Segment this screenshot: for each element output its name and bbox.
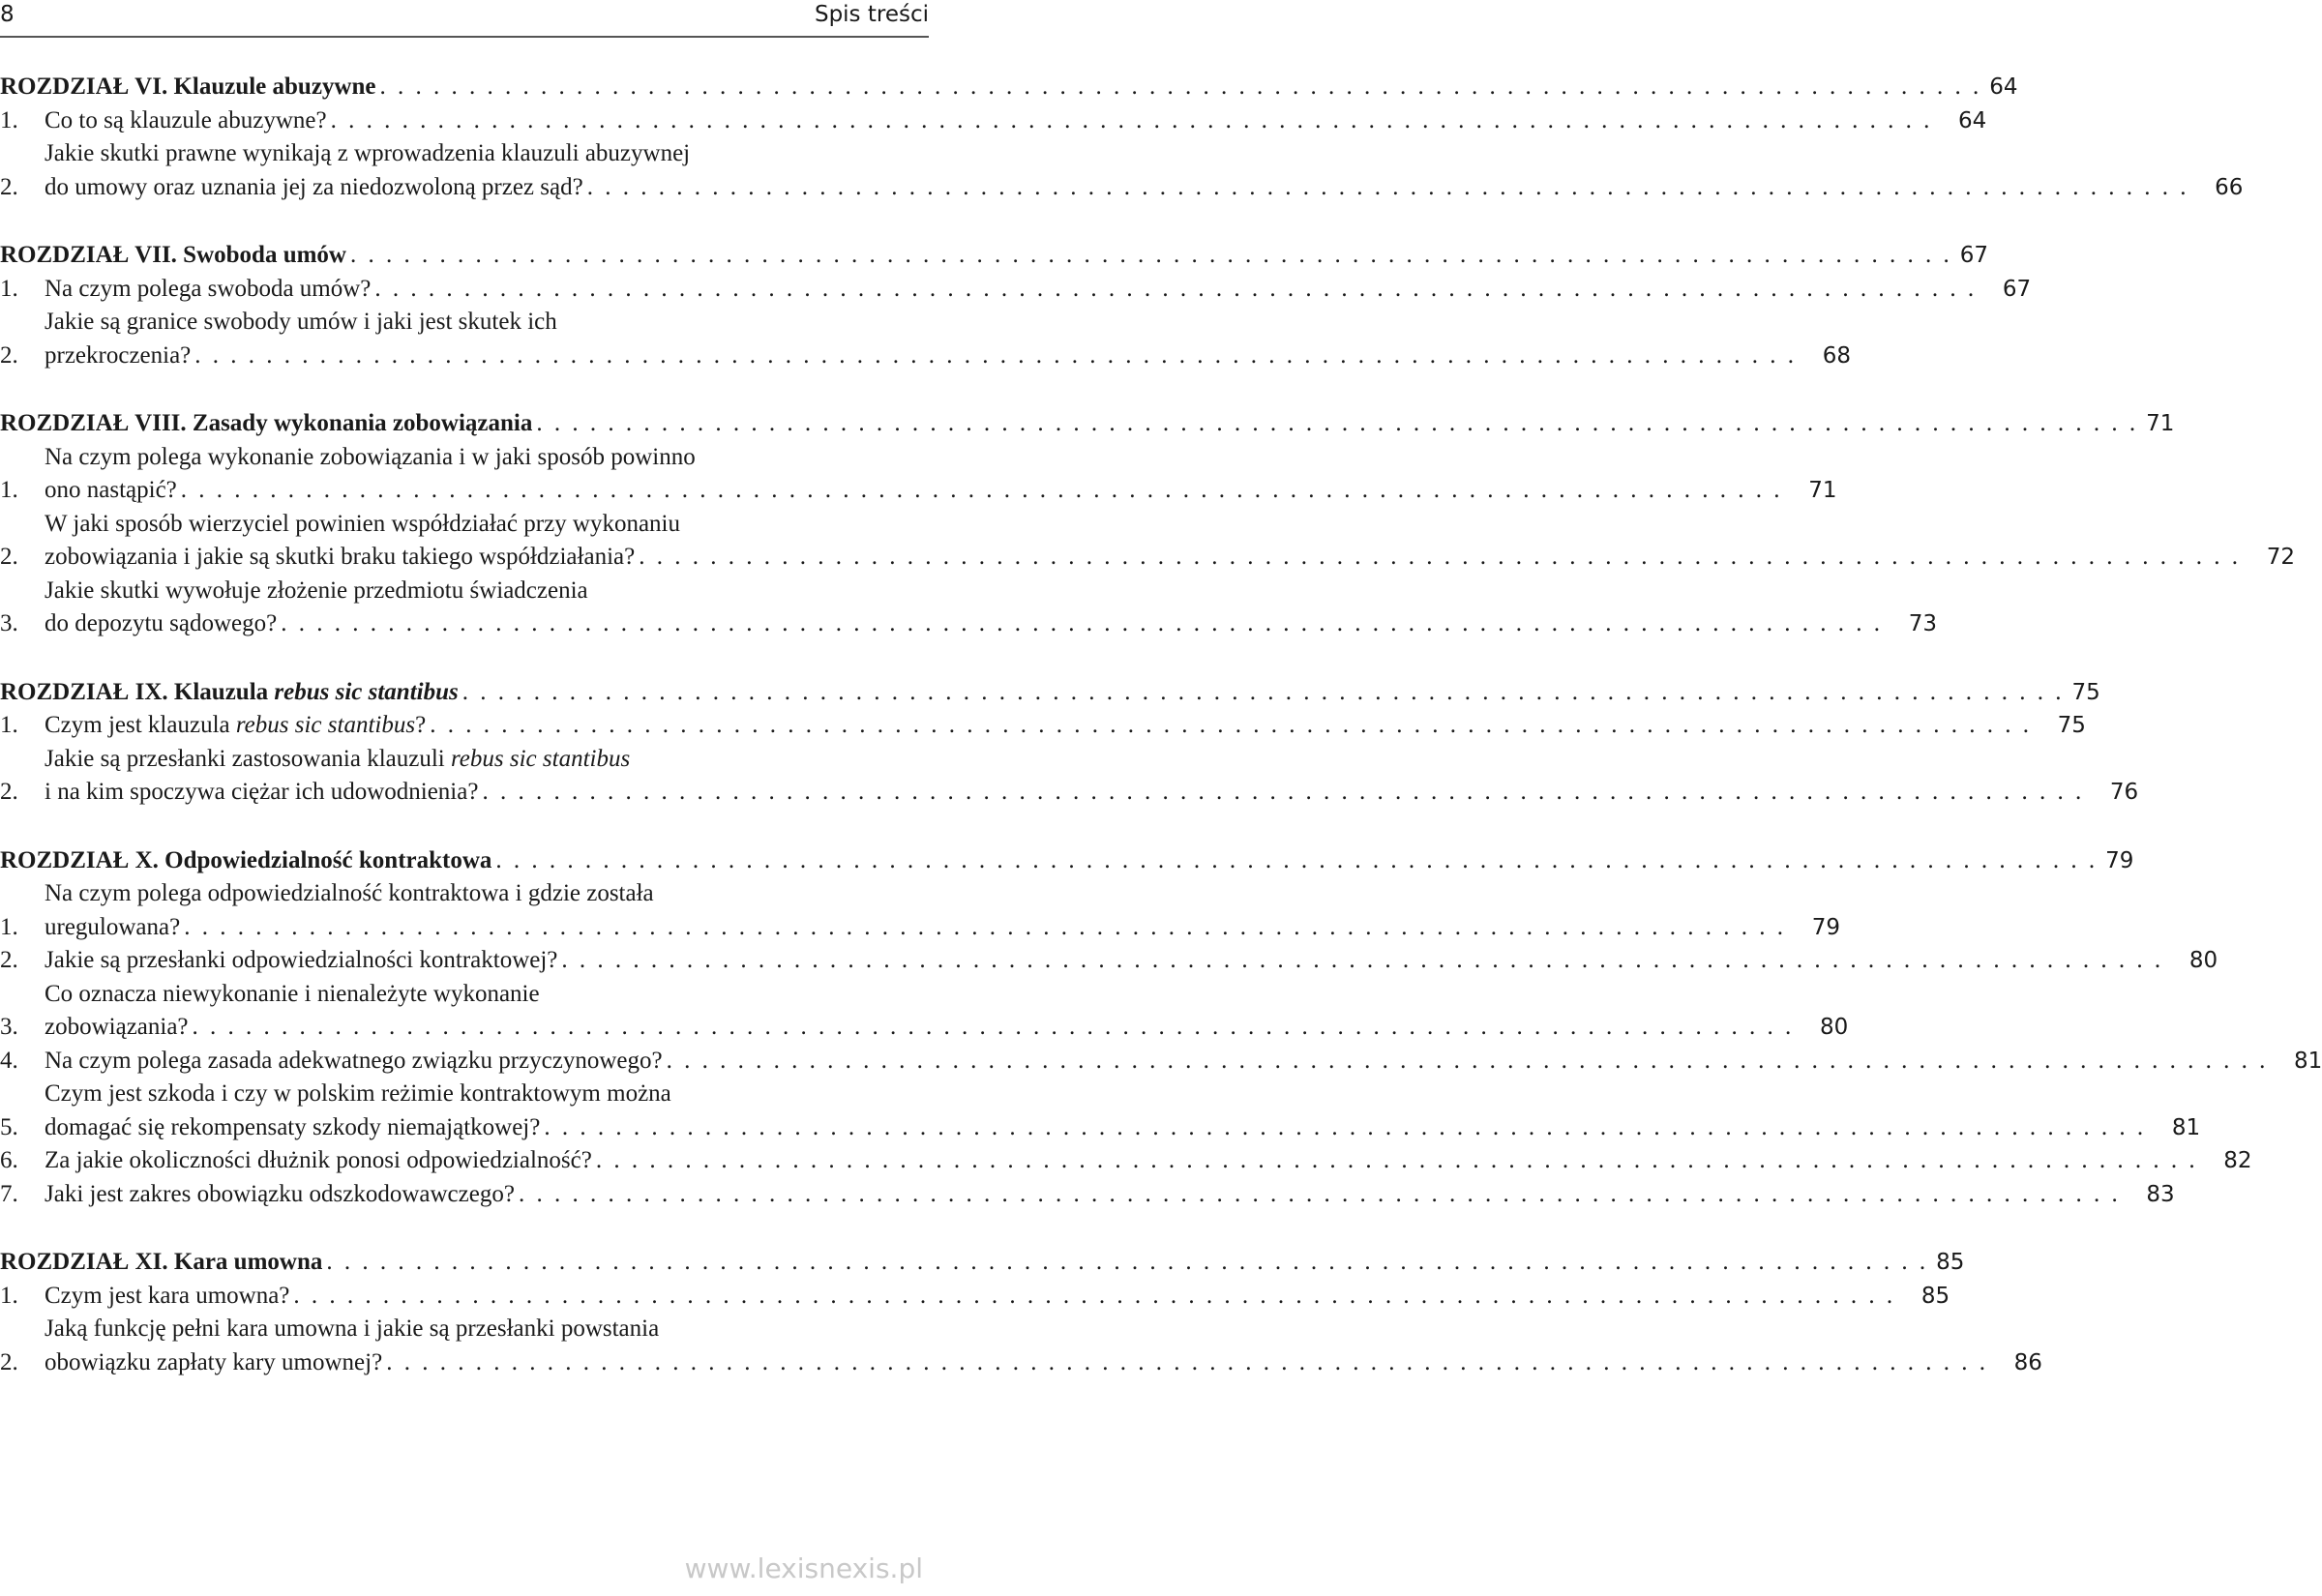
item-line [45, 1011, 1848, 1045]
item-line [45, 273, 2031, 307]
item-number: 2. [0, 947, 18, 973]
item-line [45, 171, 2243, 205]
dot-leader [635, 541, 2248, 575]
toc-item[interactable] [0, 1178, 2175, 1212]
item-number: 7. [0, 1180, 18, 1207]
page-ref: 67 [2002, 276, 2032, 302]
item-line-text: przekroczenia? [45, 341, 192, 369]
item-text [23, 1045, 2322, 1079]
item-number: 1. [0, 913, 18, 940]
item-line [45, 1111, 2200, 1145]
dot-leader [189, 1011, 1802, 1045]
dot-leader [376, 71, 1990, 104]
item-line-text: i na kim spoczywa ciężar ich udowodnienia? [45, 779, 479, 805]
dot-leader [371, 273, 1984, 307]
toc-item[interactable] [0, 944, 2218, 978]
item-line-text: Jakie są przesłanki zastosowania klauzuli rebus sic stantibus [45, 745, 631, 772]
item-line-text: obowiązku zapłaty kary umownej? [45, 1348, 383, 1375]
dot-leader [322, 1246, 1936, 1280]
toc-item[interactable] [0, 441, 1837, 508]
toc-item[interactable] [0, 1144, 2252, 1178]
item-text [23, 1280, 1950, 1314]
dot-leader [583, 171, 2197, 205]
page-ref: 82 [2223, 1148, 2252, 1173]
item-line [45, 743, 2138, 777]
item-text [23, 877, 1840, 944]
dot-leader [277, 607, 1890, 641]
page-ref: 79 [2105, 847, 2134, 873]
page-ref: 76 [2109, 780, 2139, 805]
chapter-section [0, 844, 2322, 1212]
chapter-title: ROZDZIAŁ XI. Kara umowna [0, 1249, 323, 1275]
item-text [23, 137, 2243, 204]
page-ref: 68 [1822, 342, 1852, 369]
item-line-text: Jaki jest zakres obowiązku odszkodowawczego? [45, 1180, 515, 1207]
toc-item[interactable] [0, 575, 1937, 641]
dot-leader [191, 340, 1804, 373]
header-rule [0, 36, 929, 38]
toc-item[interactable] [0, 1078, 2201, 1144]
item-number: 1. [0, 1282, 18, 1309]
page-ref: 67 [1959, 243, 1989, 268]
item-line-text: Jakie są przesłanki odpowiedzialności kontraktowej? [45, 947, 558, 973]
toc-item[interactable] [0, 709, 2086, 743]
chapter-heading[interactable] [0, 71, 2018, 104]
item-line-text: Za jakie okoliczności dłużnik ponosi odpowiedzialność? [45, 1147, 592, 1173]
item-line [45, 1313, 2042, 1346]
item-number: 3. [0, 1014, 18, 1040]
dot-leader [346, 239, 1960, 273]
toc-item[interactable] [0, 1313, 2042, 1379]
dot-leader [327, 104, 1941, 138]
item-line-text: Czym jest szkoda i czy w polskim reżimie kontraktowym można [45, 1080, 671, 1107]
page-ref: 75 [2071, 679, 2100, 705]
dot-leader [515, 1178, 2128, 1212]
item-line-text: Na czym polega swoboda umów? [45, 275, 372, 302]
item-line [45, 1178, 2175, 1212]
item-number: 2. [0, 779, 18, 805]
item-text [23, 1313, 2042, 1379]
item-number: 1. [0, 275, 18, 302]
dot-leader [426, 709, 2039, 743]
item-line [45, 911, 1840, 945]
chapter-section [0, 1246, 2042, 1379]
dot-leader [459, 676, 2072, 710]
item-line-text: Na czym polega wykonanie zobowiązania i w jaki sposób powinno [45, 443, 696, 470]
chapter-title: ROZDZIAŁ VII. Swoboda umów [0, 242, 346, 268]
item-line [45, 776, 2138, 810]
chapter-section [0, 407, 2295, 641]
toc-item[interactable] [0, 877, 1840, 944]
item-text [23, 508, 2295, 575]
page-ref: 73 [1908, 611, 1937, 636]
item-number: 1. [0, 106, 18, 133]
item-text [23, 441, 1837, 508]
item-line [45, 1078, 2200, 1111]
page-ref: 81 [2294, 1048, 2322, 1074]
chapter-title: ROZDZIAŁ X. Odpowiedzialność kontraktowa [0, 846, 492, 873]
item-text [23, 944, 2218, 978]
item-line-text: Jakie są granice swobody umów i jaki jest skutek ich [45, 309, 557, 335]
dot-leader [180, 911, 1794, 945]
item-text [23, 306, 1851, 372]
toc-item[interactable] [0, 273, 2032, 307]
item-line [45, 1346, 2042, 1380]
item-text [23, 1178, 2175, 1212]
item-number: 1. [0, 477, 18, 503]
item-line-text: W jaki sposób wierzyciel powinien współdziałać przy wykonaniu [45, 510, 681, 537]
item-text [23, 1078, 2200, 1144]
item-line [45, 1280, 1950, 1314]
item-line-text: Jakie skutki wywołuje złożenie przedmiotu świadczenia [45, 576, 588, 604]
item-line-text: ono nastąpić? [45, 477, 177, 503]
item-line [45, 541, 2295, 575]
chapter-heading[interactable] [0, 844, 2134, 878]
item-line [45, 944, 2218, 978]
item-line [45, 1144, 2252, 1178]
page-ref: 75 [2057, 713, 2086, 738]
item-text [23, 575, 1937, 641]
item-line-text: Co to są klauzule abuzywne? [45, 106, 327, 133]
item-text [23, 273, 2031, 307]
item-line [45, 575, 1937, 608]
item-number: 6. [0, 1147, 18, 1173]
page-ref: 66 [2215, 174, 2244, 200]
chapter-heading[interactable] [0, 676, 2100, 710]
item-number: 4. [0, 1047, 18, 1074]
item-line [45, 1045, 2322, 1079]
page-ref: 72 [2266, 545, 2295, 570]
item-text [23, 978, 1848, 1045]
watermark: www.lexisnexis.pl [684, 1552, 923, 1584]
item-number: 3. [0, 610, 18, 636]
page-ref: 64 [1989, 74, 2018, 100]
item-line-text: domagać się rekompensaty szkody niemajątkowej? [45, 1113, 541, 1140]
item-line-text: zobowiązania? [45, 1014, 189, 1040]
page-ref: 71 [1808, 478, 1837, 503]
chapter-heading[interactable] [0, 407, 2175, 441]
item-line [45, 340, 1851, 373]
toc-item[interactable] [0, 978, 1849, 1045]
dot-leader [289, 1280, 1903, 1314]
item-line [45, 508, 2295, 542]
page-ref: 64 [1958, 107, 1987, 133]
page-ref: 81 [2171, 1114, 2201, 1140]
chapter-section [0, 71, 2244, 204]
toc-item[interactable] [0, 743, 2139, 810]
dot-leader [491, 844, 2105, 878]
chapter-title: ROZDZIAŁ IX. Klauzula rebus sic stantibus [0, 678, 459, 705]
item-number: 1. [0, 712, 18, 738]
item-line [45, 877, 1840, 911]
page-header [0, 0, 929, 35]
item-line-text: Czym jest klauzula rebus sic stantibus? [45, 712, 427, 738]
item-number: 2. [0, 1348, 18, 1375]
page-ref: 85 [1936, 1250, 1965, 1275]
dot-leader [177, 474, 1791, 508]
page-ref: 79 [1811, 914, 1840, 940]
page-ref: 83 [2146, 1181, 2175, 1207]
item-line [45, 441, 1837, 475]
item-line-text: uregulowana? [45, 913, 181, 940]
toc-item[interactable] [0, 508, 2295, 575]
dot-leader [592, 1144, 2206, 1178]
item-number: 2. [0, 341, 18, 369]
dot-leader [557, 944, 2171, 978]
item-line [45, 607, 1937, 641]
dot-leader [382, 1346, 1996, 1380]
item-number: 5. [0, 1113, 18, 1140]
chapter-heading[interactable] [0, 239, 1989, 273]
item-line-text: do depozytu sądowego? [45, 610, 278, 636]
dot-leader [540, 1111, 2154, 1145]
page-ref: 71 [2146, 411, 2175, 436]
item-line [45, 978, 1848, 1012]
item-line-text: Na czym polega zasada adekwatnego związku przyczynowego? [45, 1047, 663, 1074]
item-line-text: Jaką funkcję pełni kara umowna i jakie są przesłanki powstania [45, 1315, 660, 1342]
toc-item[interactable] [0, 1045, 2322, 1079]
item-line-text: Co oznacza niewykonanie i nienależyte wykonanie [45, 980, 540, 1007]
dot-leader [663, 1045, 2277, 1079]
item-text [23, 743, 2138, 810]
page-ref: 86 [2013, 1349, 2042, 1375]
dot-leader [478, 776, 2092, 810]
page-ref: 85 [1920, 1283, 1950, 1309]
item-line-text: zobowiązania i jakie są skutki braku takiego współdziałania? [45, 544, 636, 570]
toc-item[interactable] [0, 1280, 1950, 1314]
toc-item[interactable] [0, 306, 1852, 372]
chapter-section [0, 239, 2032, 372]
page-ref: 80 [1820, 1015, 1849, 1040]
toc-item[interactable] [0, 104, 1987, 138]
item-line-text: Na czym polega odpowiedzialność kontraktowa i gdzie została [45, 880, 654, 906]
page-number: 8 [0, 2, 15, 27]
item-line [45, 306, 1851, 340]
item-number: 2. [0, 173, 18, 200]
table-of-contents [0, 71, 2322, 1414]
item-line [45, 104, 1986, 138]
page-ref: 80 [2188, 948, 2218, 973]
dot-leader [532, 407, 2146, 441]
item-text [23, 1144, 2252, 1178]
item-number: 2. [0, 544, 18, 570]
item-line-text: do umowy oraz uznania jej za niedozwoloną przez sąd? [45, 173, 583, 200]
chapter-title: ROZDZIAŁ VIII. Zasady wykonania zobowiązania [0, 410, 533, 436]
item-line [45, 474, 1837, 508]
item-text [23, 709, 2086, 743]
running-head: Spis treści [814, 2, 929, 27]
item-line [45, 709, 2086, 743]
chapter-section [0, 676, 2139, 810]
chapter-title: ROZDZIAŁ VI. Klauzule abuzywne [0, 74, 376, 100]
item-line-text: Czym jest kara umowna? [45, 1282, 290, 1309]
item-text [23, 104, 1986, 138]
chapter-heading[interactable] [0, 1246, 1965, 1280]
item-line [45, 137, 2243, 171]
item-line-text: Jakie skutki prawne wynikają z wprowadzenia klauzuli abuzywnej [45, 140, 691, 166]
toc-item[interactable] [0, 137, 2244, 204]
